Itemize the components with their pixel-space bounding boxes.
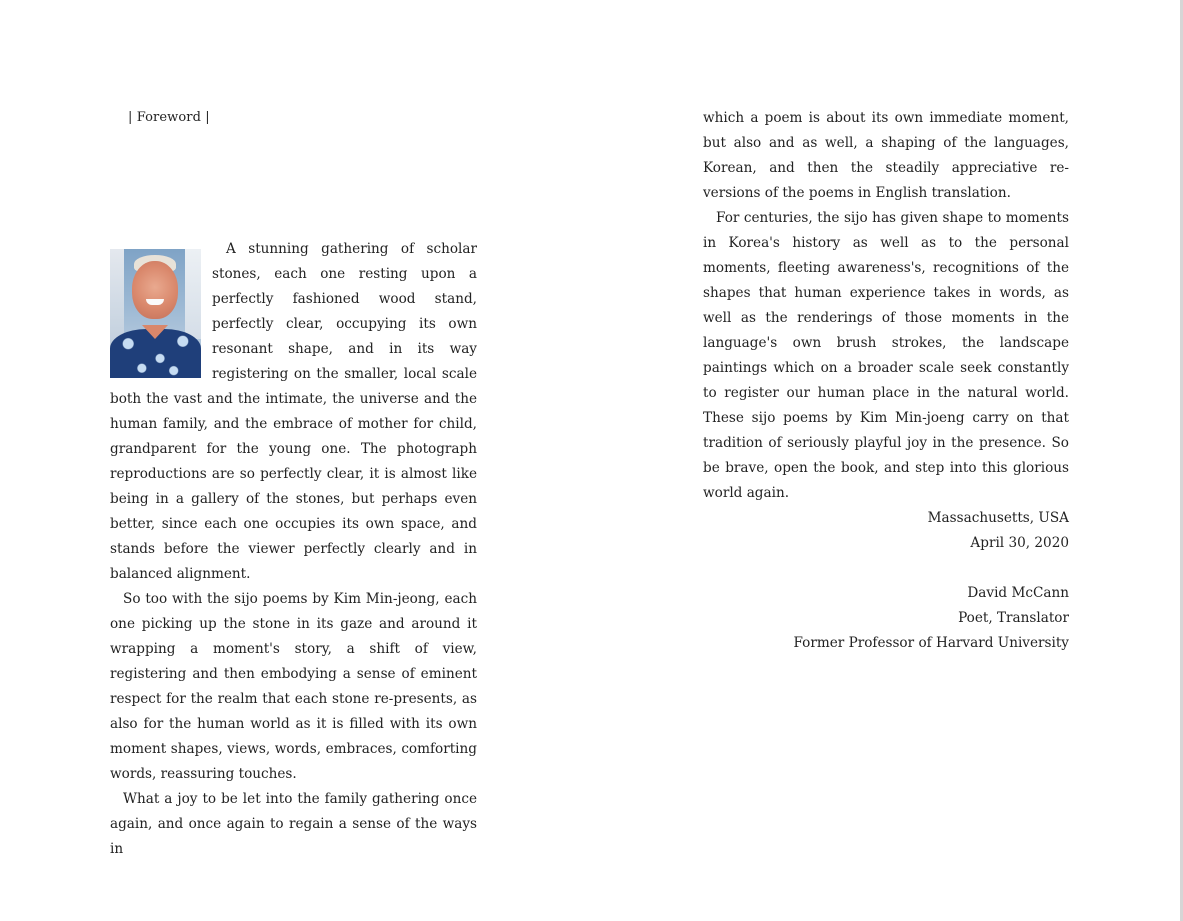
author-portrait-photo bbox=[110, 249, 201, 378]
closing-date: April 30, 2020 bbox=[970, 535, 1069, 551]
author-affiliation: Former Professor of Harvard University bbox=[793, 635, 1069, 651]
closing-place: Massachusetts, USA bbox=[927, 510, 1069, 526]
author-name: David McCann bbox=[967, 585, 1069, 601]
right-page-body bbox=[703, 106, 1069, 506]
left-paragraph-3: What a joy to be let into the family gathering once again, and once again to regain a sense of the ways in bbox=[110, 791, 477, 857]
closing-place-date bbox=[928, 506, 1069, 556]
author-role: Poet, Translator bbox=[958, 610, 1069, 626]
left-paragraph-1: A stunning gathering of scholar stones, each one resting upon a perfectly fashioned wood stand, perfectly clear, occupying its own resonant shape, and in its way registering on the smaller, local scale both the vast and the intimate, the universe and the human family, and the embrace of mother for child, grandparent for the young one. The photograph reproductions are so perfectly clear, it is almost like being in a gallery of the stones, but perhaps even better, since each one occupies its own space, and stands before the viewer perfectly clearly and in balanced alignment. bbox=[110, 241, 477, 582]
author-signature bbox=[793, 581, 1069, 656]
photo-face bbox=[132, 261, 178, 319]
right-paragraph-1: which a poem is about its own immediate moment, but also and as well, a shaping of the languages, Korean, and then the steadily appreciative re-versions of the poems in English translation. bbox=[703, 110, 1069, 201]
section-header-foreword: | Foreword | bbox=[128, 110, 210, 125]
left-paragraph-2: So too with the sijo poems by Kim Min-jeong, each one picking up the stone in its gaze and around it wrapping a moment's story, a shift of view, registering and then embodying a sense of eminent respect for the realm that each stone re-presents, as also for the human world as it is filled with its own moment shapes, views, words, embraces, comforting words, reassuring touches. bbox=[110, 591, 477, 782]
left-page-body bbox=[110, 237, 477, 862]
right-paragraph-2: For centuries, the sijo has given shape to moments in Korea's history as well as to the personal moments, fleeting awareness's, recognitions of the shapes that human experience takes in words, as well as the renderings of those moments in the language's own brush strokes, the landscape paintings which on a broader scale seek constantly to register our human place in the natural world. These sijo poems by Kim Min-joeng carry on that tradition of seriously playful joy in the presence. So be brave, open the book, and step into this glorious world again. bbox=[703, 210, 1069, 501]
photo-background-right bbox=[185, 249, 201, 339]
